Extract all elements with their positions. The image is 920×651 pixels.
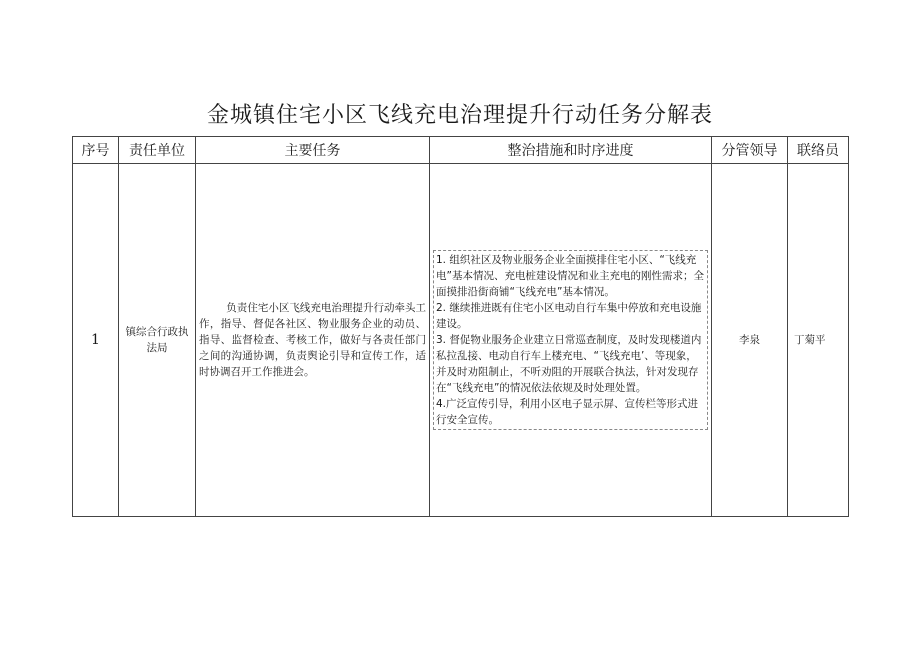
header-no: 序号 — [73, 137, 119, 164]
table-header-row — [73, 137, 849, 164]
header-task: 主要任务 — [196, 137, 430, 164]
measure-item-4: 4.广泛宣传引导，利用小区电子显示屏、宣传栏等形式进行安全宣传。 — [436, 398, 699, 426]
header-contact: 联络员 — [788, 137, 849, 164]
measures-box — [433, 250, 708, 430]
cell-no: 1 — [73, 164, 119, 517]
cell-contact: 丁菊平 — [788, 164, 849, 517]
task-table — [72, 136, 849, 517]
table-row — [73, 164, 849, 517]
cell-leader: 李泉 — [712, 164, 788, 517]
header-measures: 整治措施和时序进度 — [430, 137, 712, 164]
measure-item-3: 3. 督促物业服务企业建立日常巡查制度，及时发现楼道内私拉乱接、电动自行车上楼充电、“飞线充电’、等现象，并及时劝阻制止，不听劝阻的开展联合执法，针对发现存在“飞线充电”的情况依法依规及时处理处置。 — [436, 334, 702, 394]
cell-task — [196, 164, 430, 517]
measure-item-1: 1. 组织社区及物业服务企业全面摸排住宅小区、“飞线充电”基本情况、充电桩建设情况和业主充电的刚性需求；全面摸排沿街商铺“飞线充电”基本情况。 — [436, 254, 704, 298]
header-unit: 责任单位 — [119, 137, 196, 164]
header-leader: 分管领导 — [712, 137, 788, 164]
task-text: 负责住宅小区飞线充电治理提升行动牵头工作，指导、督促各社区、物业服务企业的动员、指导、监督检查、考核工作，做好与各责任部门之间的沟通协调，负责舆论引导和宣传工作，适时协调召开工作推进会。 — [199, 302, 426, 378]
page-title: 金城镇住宅小区飞线充电治理提升行动任务分解表 — [206, 103, 713, 128]
cell-unit: 镇综合行政执法局 — [119, 164, 196, 517]
cell-measures — [430, 164, 712, 517]
measure-item-2: 2. 继续推进既有住宅小区电动自行车集中停放和充电设施建设。 — [436, 302, 702, 330]
